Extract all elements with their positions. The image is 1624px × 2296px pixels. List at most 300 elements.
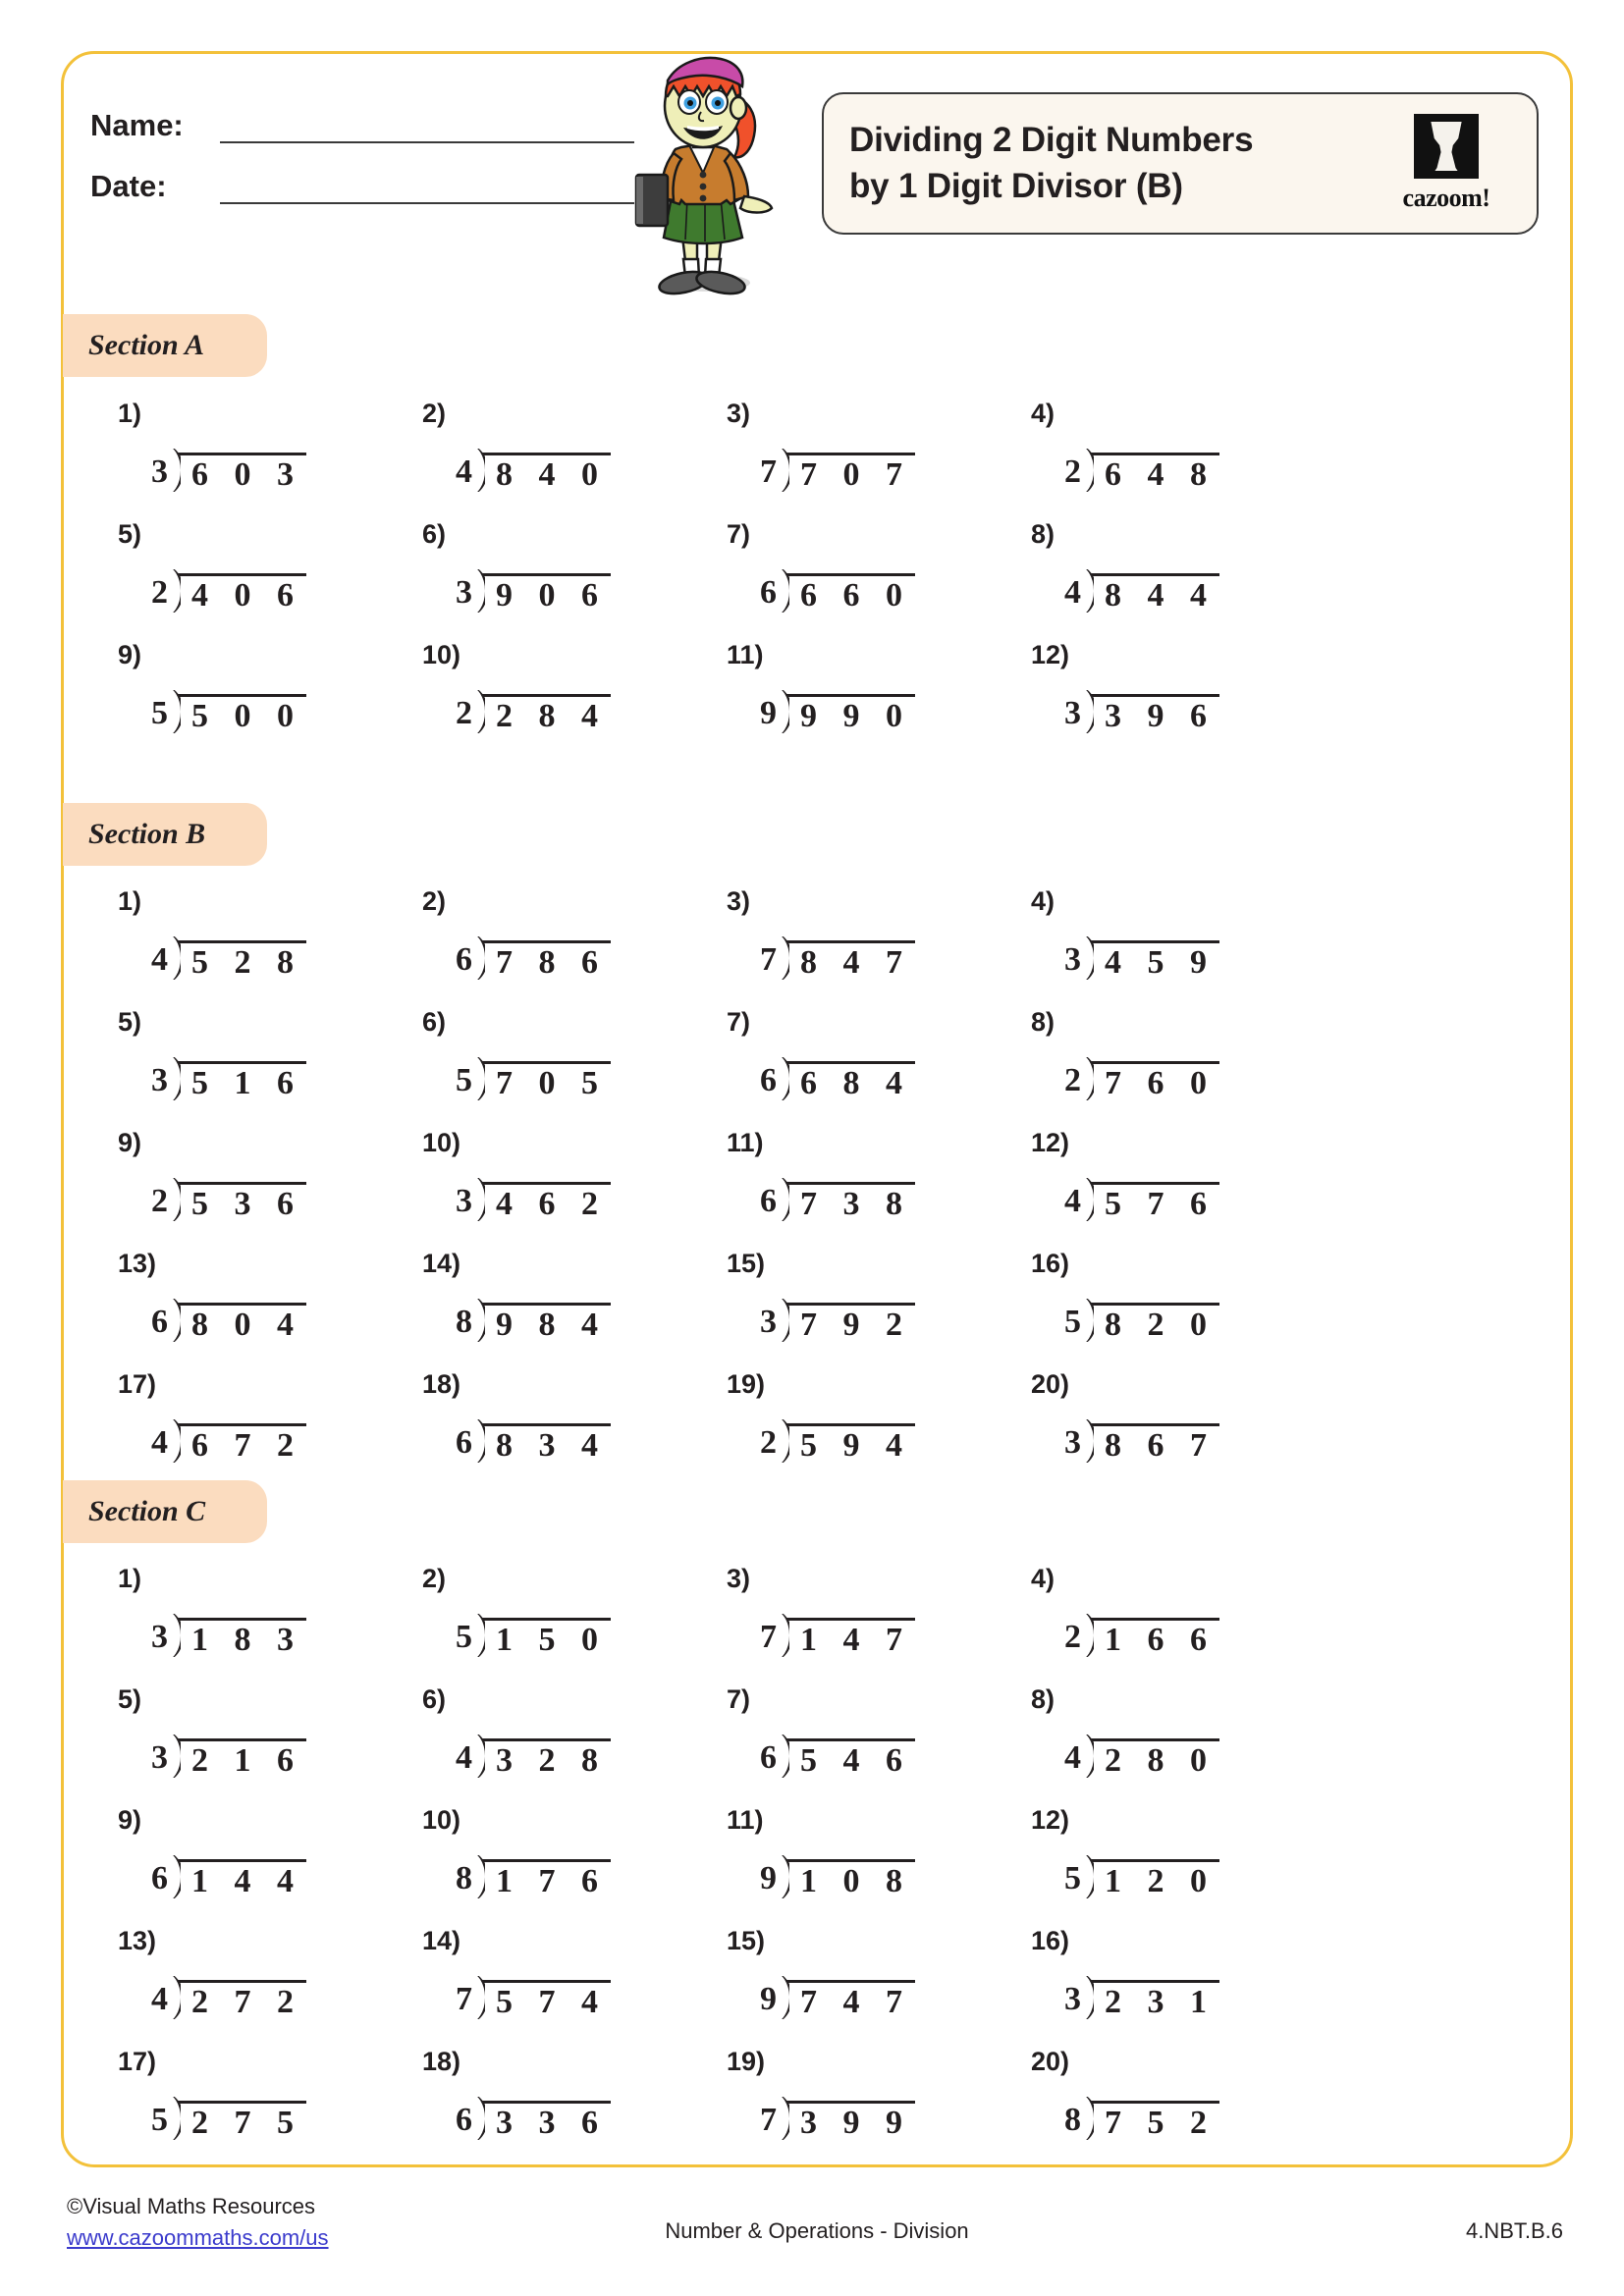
divisor-value: 7 <box>760 941 777 978</box>
division-problem[interactable] <box>365 1566 719 1660</box>
dividend-value: 3 3 6 <box>482 2101 611 2143</box>
division-problem[interactable] <box>974 1566 1327 1660</box>
division-bracket-icon <box>168 688 306 736</box>
problem-number: 13) <box>118 1926 157 1955</box>
problem-number: 19) <box>727 2047 766 2076</box>
divisor-value: 2 <box>151 574 168 611</box>
divisor-value: 4 <box>1064 1739 1081 1776</box>
date-row <box>90 169 640 204</box>
divisor-value: 2 <box>1064 454 1081 490</box>
section-a-problems <box>61 400 1573 763</box>
problem-number: 20) <box>1031 2047 1070 2076</box>
division-bracket-icon <box>1081 1733 1219 1781</box>
problem-number: 8) <box>1031 1684 1056 1714</box>
long-division-expression <box>974 1055 1327 1103</box>
divisor-value: 6 <box>151 1304 168 1340</box>
long-division-expression <box>365 567 719 615</box>
problem-number: 16) <box>1031 1926 1070 1955</box>
problem-row <box>61 1130 1573 1251</box>
division-bracket-icon <box>472 567 611 615</box>
copyright-text: ©Visual Maths Resources <box>67 2194 316 2218</box>
long-division-expression <box>974 1974 1327 2022</box>
problem-number: 5) <box>118 1684 142 1714</box>
division-bracket-icon <box>168 1612 306 1660</box>
dividend-value: 9 0 6 <box>482 573 611 615</box>
long-division-expression <box>61 567 414 615</box>
dividend-value: 1 4 4 <box>178 1859 306 1901</box>
division-bracket-icon <box>168 1974 306 2022</box>
dividend-value: 7 3 8 <box>786 1182 915 1224</box>
long-division-expression <box>365 1974 719 2022</box>
dividend-value: 5 4 6 <box>786 1738 915 1781</box>
problem-number: 17) <box>118 1369 157 1399</box>
division-problem[interactable] <box>61 2049 414 2143</box>
cazoom-logo-text: cazoom! <box>1402 184 1490 212</box>
long-division-expression <box>974 567 1327 615</box>
long-division-expression <box>670 1297 1023 1345</box>
division-bracket-icon <box>472 1853 611 1901</box>
division-bracket-icon <box>1081 1612 1219 1660</box>
divisor-value: 7 <box>760 1619 777 1655</box>
division-bracket-icon <box>777 567 915 615</box>
division-problem[interactable] <box>670 521 1023 615</box>
division-problem[interactable] <box>670 1566 1023 1660</box>
divisor-value: 3 <box>760 1304 777 1340</box>
problem-number: 7) <box>727 1684 751 1714</box>
dividend-value: 2 3 1 <box>1091 1980 1219 2022</box>
long-division-expression <box>61 1612 414 1660</box>
division-bracket-icon <box>168 567 306 615</box>
dividend-value: 7 6 0 <box>1091 1061 1219 1103</box>
division-bracket-icon <box>777 2095 915 2143</box>
problem-number: 12) <box>1031 640 1070 669</box>
division-problem[interactable] <box>365 888 719 983</box>
division-problem[interactable] <box>974 1807 1327 1901</box>
long-division-expression <box>365 447 719 495</box>
division-bracket-icon <box>472 2095 611 2143</box>
division-problem[interactable] <box>670 1009 1023 1103</box>
division-problem[interactable] <box>61 642 414 736</box>
division-bracket-icon <box>1081 1417 1219 1466</box>
problem-number: 4) <box>1031 886 1056 916</box>
division-bracket-icon <box>777 688 915 736</box>
division-problem[interactable] <box>365 521 719 615</box>
division-problem[interactable] <box>61 400 414 495</box>
problem-row <box>61 400 1573 521</box>
long-division-expression <box>670 688 1023 736</box>
worksheet-footer <box>61 2191 1573 2269</box>
dividend-value: 6 8 4 <box>786 1061 915 1103</box>
divisor-value: 2 <box>151 1183 168 1219</box>
problem-number: 3) <box>727 399 751 428</box>
long-division-expression <box>61 1733 414 1781</box>
dividend-value: 1 2 0 <box>1091 1859 1219 1901</box>
long-division-expression <box>974 1417 1327 1466</box>
date-label: Date: <box>90 169 167 203</box>
problem-number: 7) <box>727 519 751 549</box>
problem-row <box>61 1686 1573 1807</box>
problem-number: 11) <box>727 1128 764 1157</box>
problem-number: 10) <box>422 1128 461 1157</box>
dividend-value: 5 7 4 <box>482 1980 611 2022</box>
long-division-expression <box>61 688 414 736</box>
division-bracket-icon <box>168 447 306 495</box>
division-bracket-icon <box>777 1974 915 2022</box>
division-problem[interactable] <box>974 1251 1327 1345</box>
divisor-value: 3 <box>1064 695 1081 731</box>
division-bracket-icon <box>168 1417 306 1466</box>
dividend-value: 8 0 4 <box>178 1303 306 1345</box>
dividend-value: 9 9 0 <box>786 694 915 736</box>
division-bracket-icon <box>168 1176 306 1224</box>
divisor-value: 2 <box>1064 1062 1081 1098</box>
cazoom-cup-icon <box>1414 114 1479 179</box>
divisor-value: 6 <box>456 941 472 978</box>
division-problem[interactable] <box>974 1686 1327 1781</box>
long-division-expression <box>974 1297 1327 1345</box>
division-bracket-icon <box>168 934 306 983</box>
division-bracket-icon <box>168 2095 306 2143</box>
long-division-expression <box>670 1176 1023 1224</box>
division-bracket-icon <box>1081 567 1219 615</box>
problem-number: 3) <box>727 1564 751 1593</box>
problem-number: 2) <box>422 886 447 916</box>
problem-number: 2) <box>422 399 447 428</box>
division-problem[interactable] <box>61 1009 414 1103</box>
long-division-expression <box>61 1055 414 1103</box>
division-problem[interactable] <box>365 400 719 495</box>
long-division-expression <box>61 1176 414 1224</box>
section-header-a <box>63 314 267 377</box>
division-problem[interactable] <box>61 888 414 983</box>
problem-number: 12) <box>1031 1805 1070 1835</box>
division-problem[interactable] <box>974 888 1327 983</box>
problem-number: 15) <box>727 1926 766 1955</box>
long-division-expression <box>365 1055 719 1103</box>
long-division-expression <box>61 934 414 983</box>
long-division-expression <box>974 1853 1327 1901</box>
division-problem[interactable] <box>670 1807 1023 1901</box>
dividend-value: 8 4 0 <box>482 453 611 495</box>
problem-number: 16) <box>1031 1249 1070 1278</box>
dividend-value: 9 8 4 <box>482 1303 611 1345</box>
division-bracket-icon <box>168 1055 306 1103</box>
divisor-value: 9 <box>760 1860 777 1896</box>
footer-topic: Number & Operations - Division <box>665 2218 969 2243</box>
problem-number: 1) <box>118 1564 142 1593</box>
divisor-value: 5 <box>151 695 168 731</box>
long-division-expression <box>61 1974 414 2022</box>
division-problem[interactable] <box>670 1928 1023 2022</box>
dividend-value: 6 0 3 <box>178 453 306 495</box>
division-problem[interactable] <box>61 1371 414 1466</box>
divisor-value: 8 <box>1064 2102 1081 2138</box>
problem-row <box>61 1928 1573 2049</box>
problem-row <box>61 888 1573 1009</box>
divisor-value: 6 <box>760 574 777 611</box>
problem-number: 15) <box>727 1249 766 1278</box>
division-problem[interactable] <box>670 1371 1023 1466</box>
divisor-value: 4 <box>1064 574 1081 611</box>
long-division-expression <box>670 1853 1023 1901</box>
divisor-value: 7 <box>456 1981 472 2017</box>
divisor-value: 6 <box>760 1183 777 1219</box>
division-bracket-icon <box>1081 2095 1219 2143</box>
worksheet-header <box>61 51 1573 301</box>
section-b-problems <box>61 888 1573 1492</box>
problem-number: 6) <box>422 1684 447 1714</box>
divisor-value: 6 <box>151 1860 168 1896</box>
long-division-expression <box>974 2095 1327 2143</box>
dividend-value: 2 8 4 <box>482 694 611 736</box>
problem-number: 5) <box>118 1007 142 1037</box>
division-problem[interactable] <box>365 1928 719 2022</box>
division-problem[interactable] <box>974 1928 1327 2022</box>
dividend-value: 7 4 7 <box>786 1980 915 2022</box>
problem-number: 8) <box>1031 519 1056 549</box>
dividend-value: 5 9 4 <box>786 1423 915 1466</box>
division-problem[interactable] <box>670 400 1023 495</box>
divisor-value: 5 <box>456 1619 472 1655</box>
dividend-value: 8 6 7 <box>1091 1423 1219 1466</box>
long-division-expression <box>670 1417 1023 1466</box>
website-link[interactable]: www.cazoommaths.com/us <box>67 2224 329 2250</box>
division-bracket-icon <box>777 1176 915 1224</box>
division-problem[interactable] <box>974 1130 1327 1224</box>
division-bracket-icon <box>472 688 611 736</box>
long-division-expression <box>365 2095 719 2143</box>
division-problem[interactable] <box>974 521 1327 615</box>
problem-row <box>61 1371 1573 1492</box>
long-division-expression <box>670 1974 1023 2022</box>
divisor-value: 3 <box>456 1183 472 1219</box>
division-problem[interactable] <box>974 2049 1327 2143</box>
long-division-expression <box>365 1417 719 1466</box>
divisor-value: 2 <box>1064 1619 1081 1655</box>
division-bracket-icon <box>777 1612 915 1660</box>
section-header-c <box>63 1480 267 1543</box>
problem-number: 9) <box>118 640 142 669</box>
division-bracket-icon <box>777 1055 915 1103</box>
division-problem[interactable] <box>365 1686 719 1781</box>
section-c-problems <box>61 1566 1573 2169</box>
division-problem[interactable] <box>61 1251 414 1345</box>
dividend-value: 7 8 6 <box>482 940 611 983</box>
long-division-expression <box>365 1612 719 1660</box>
divisor-value: 4 <box>456 454 472 490</box>
problem-number: 14) <box>422 1249 461 1278</box>
long-division-expression <box>61 1853 414 1901</box>
division-bracket-icon <box>1081 1974 1219 2022</box>
division-problem[interactable] <box>974 642 1327 736</box>
divisor-value: 3 <box>456 574 472 611</box>
page-title <box>849 118 1381 208</box>
problem-number: 11) <box>727 640 764 669</box>
long-division-expression <box>61 1297 414 1345</box>
divisor-value: 6 <box>456 2102 472 2138</box>
divisor-value: 3 <box>151 1062 168 1098</box>
long-division-expression <box>61 1417 414 1466</box>
division-problem[interactable] <box>365 2049 719 2143</box>
problem-number: 2) <box>422 1564 447 1593</box>
division-bracket-icon <box>1081 447 1219 495</box>
division-problem[interactable] <box>670 2049 1023 2143</box>
problem-row <box>61 1251 1573 1371</box>
divisor-value: 5 <box>456 1062 472 1098</box>
problem-number: 5) <box>118 519 142 549</box>
divisor-value: 7 <box>760 454 777 490</box>
problem-number: 8) <box>1031 1007 1056 1037</box>
problem-number: 7) <box>727 1007 751 1037</box>
division-problem[interactable] <box>670 1251 1023 1345</box>
long-division-expression <box>670 1612 1023 1660</box>
dividend-value: 8 2 0 <box>1091 1303 1219 1345</box>
name-row <box>90 108 640 143</box>
dividend-value: 5 0 0 <box>178 694 306 736</box>
division-bracket-icon <box>1081 1853 1219 1901</box>
problem-number: 18) <box>422 2047 461 2076</box>
dividend-value: 6 4 8 <box>1091 453 1219 495</box>
division-problem[interactable] <box>670 642 1023 736</box>
problem-row <box>61 521 1573 642</box>
name-label: Name: <box>90 108 184 142</box>
dividend-value: 7 5 2 <box>1091 2101 1219 2143</box>
dividend-value: 1 4 7 <box>786 1618 915 1660</box>
division-bracket-icon <box>1081 1055 1219 1103</box>
division-problem[interactable] <box>365 1130 719 1224</box>
division-bracket-icon <box>472 1974 611 2022</box>
dividend-value: 7 9 2 <box>786 1303 915 1345</box>
problem-number: 11) <box>727 1805 764 1835</box>
problem-number: 19) <box>727 1369 766 1399</box>
division-problem[interactable] <box>365 642 719 736</box>
division-problem[interactable] <box>670 1686 1023 1781</box>
dividend-value: 4 0 6 <box>178 573 306 615</box>
long-division-expression <box>365 1176 719 1224</box>
problem-row <box>61 1009 1573 1130</box>
long-division-expression <box>974 1733 1327 1781</box>
dividend-value: 6 7 2 <box>178 1423 306 1466</box>
long-division-expression <box>365 1297 719 1345</box>
problem-number: 20) <box>1031 1369 1070 1399</box>
divisor-value: 9 <box>760 1981 777 2017</box>
problem-number: 4) <box>1031 399 1056 428</box>
problem-row <box>61 1566 1573 1686</box>
division-bracket-icon <box>777 1733 915 1781</box>
problem-number: 17) <box>118 2047 157 2076</box>
long-division-expression <box>365 1853 719 1901</box>
problem-number: 9) <box>118 1805 142 1835</box>
division-bracket-icon <box>777 447 915 495</box>
division-bracket-icon <box>777 1853 915 1901</box>
division-problem[interactable] <box>61 1566 414 1660</box>
division-problem[interactable] <box>670 888 1023 983</box>
divisor-value: 5 <box>1064 1860 1081 1896</box>
dividend-value: 8 3 4 <box>482 1423 611 1466</box>
dividend-value: 3 9 9 <box>786 2101 915 2143</box>
dividend-value: 5 2 8 <box>178 940 306 983</box>
division-problem[interactable] <box>61 1130 414 1224</box>
dividend-value: 5 1 6 <box>178 1061 306 1103</box>
division-problem[interactable] <box>974 1371 1327 1466</box>
divisor-value: 6 <box>760 1062 777 1098</box>
divisor-value: 4 <box>456 1739 472 1776</box>
division-problem[interactable] <box>61 1807 414 1901</box>
long-division-expression <box>670 567 1023 615</box>
divisor-value: 3 <box>151 454 168 490</box>
problem-number: 6) <box>422 519 447 549</box>
problem-number: 14) <box>422 1926 461 1955</box>
section-header-b <box>63 803 267 866</box>
division-problem[interactable] <box>670 1130 1023 1224</box>
division-bracket-icon <box>472 1612 611 1660</box>
problem-number: 3) <box>727 886 751 916</box>
division-bracket-icon <box>1081 688 1219 736</box>
long-division-expression <box>974 688 1327 736</box>
dividend-value: 2 1 6 <box>178 1738 306 1781</box>
problem-row <box>61 2049 1573 2169</box>
division-bracket-icon <box>472 1417 611 1466</box>
dividend-value: 1 6 6 <box>1091 1618 1219 1660</box>
division-bracket-icon <box>472 934 611 983</box>
division-problem[interactable] <box>365 1009 719 1103</box>
divisor-value: 2 <box>760 1424 777 1461</box>
divisor-value: 3 <box>151 1619 168 1655</box>
division-bracket-icon <box>168 1733 306 1781</box>
problem-number: 9) <box>118 1128 142 1157</box>
division-bracket-icon <box>777 934 915 983</box>
long-division-expression <box>974 447 1327 495</box>
long-division-expression <box>365 1733 719 1781</box>
long-division-expression <box>670 447 1023 495</box>
long-division-expression <box>670 1055 1023 1103</box>
division-problem[interactable] <box>974 400 1327 495</box>
long-division-expression <box>61 2095 414 2143</box>
division-problem[interactable] <box>365 1807 719 1901</box>
student-mascot-illustration <box>611 51 792 306</box>
division-problem[interactable] <box>61 1928 414 2022</box>
dividend-value: 1 5 0 <box>482 1618 611 1660</box>
division-problem[interactable] <box>974 1009 1327 1103</box>
divisor-value: 2 <box>456 695 472 731</box>
division-bracket-icon <box>777 1417 915 1466</box>
dividend-value: 2 7 5 <box>178 2101 306 2143</box>
division-problem[interactable] <box>61 521 414 615</box>
divisor-value: 8 <box>456 1304 472 1340</box>
divisor-value: 3 <box>1064 1424 1081 1461</box>
divisor-value: 3 <box>1064 941 1081 978</box>
section-b-label: Section B <box>88 818 206 850</box>
name-input-line[interactable] <box>220 112 634 143</box>
problem-number: 10) <box>422 1805 461 1835</box>
problem-number: 10) <box>422 640 461 669</box>
dividend-value: 3 2 8 <box>482 1738 611 1781</box>
division-problem[interactable] <box>365 1371 719 1466</box>
dividend-value: 1 8 3 <box>178 1618 306 1660</box>
division-bracket-icon <box>1081 1176 1219 1224</box>
long-division-expression <box>974 1176 1327 1224</box>
division-problem[interactable] <box>365 1251 719 1345</box>
dividend-value: 2 8 0 <box>1091 1738 1219 1781</box>
divisor-value: 4 <box>151 1424 168 1461</box>
divisor-value: 6 <box>760 1739 777 1776</box>
division-problem[interactable] <box>61 1686 414 1781</box>
date-input-line[interactable] <box>220 173 634 204</box>
long-division-expression <box>365 934 719 983</box>
long-division-expression <box>670 934 1023 983</box>
divisor-value: 6 <box>456 1424 472 1461</box>
long-division-expression <box>974 934 1327 983</box>
